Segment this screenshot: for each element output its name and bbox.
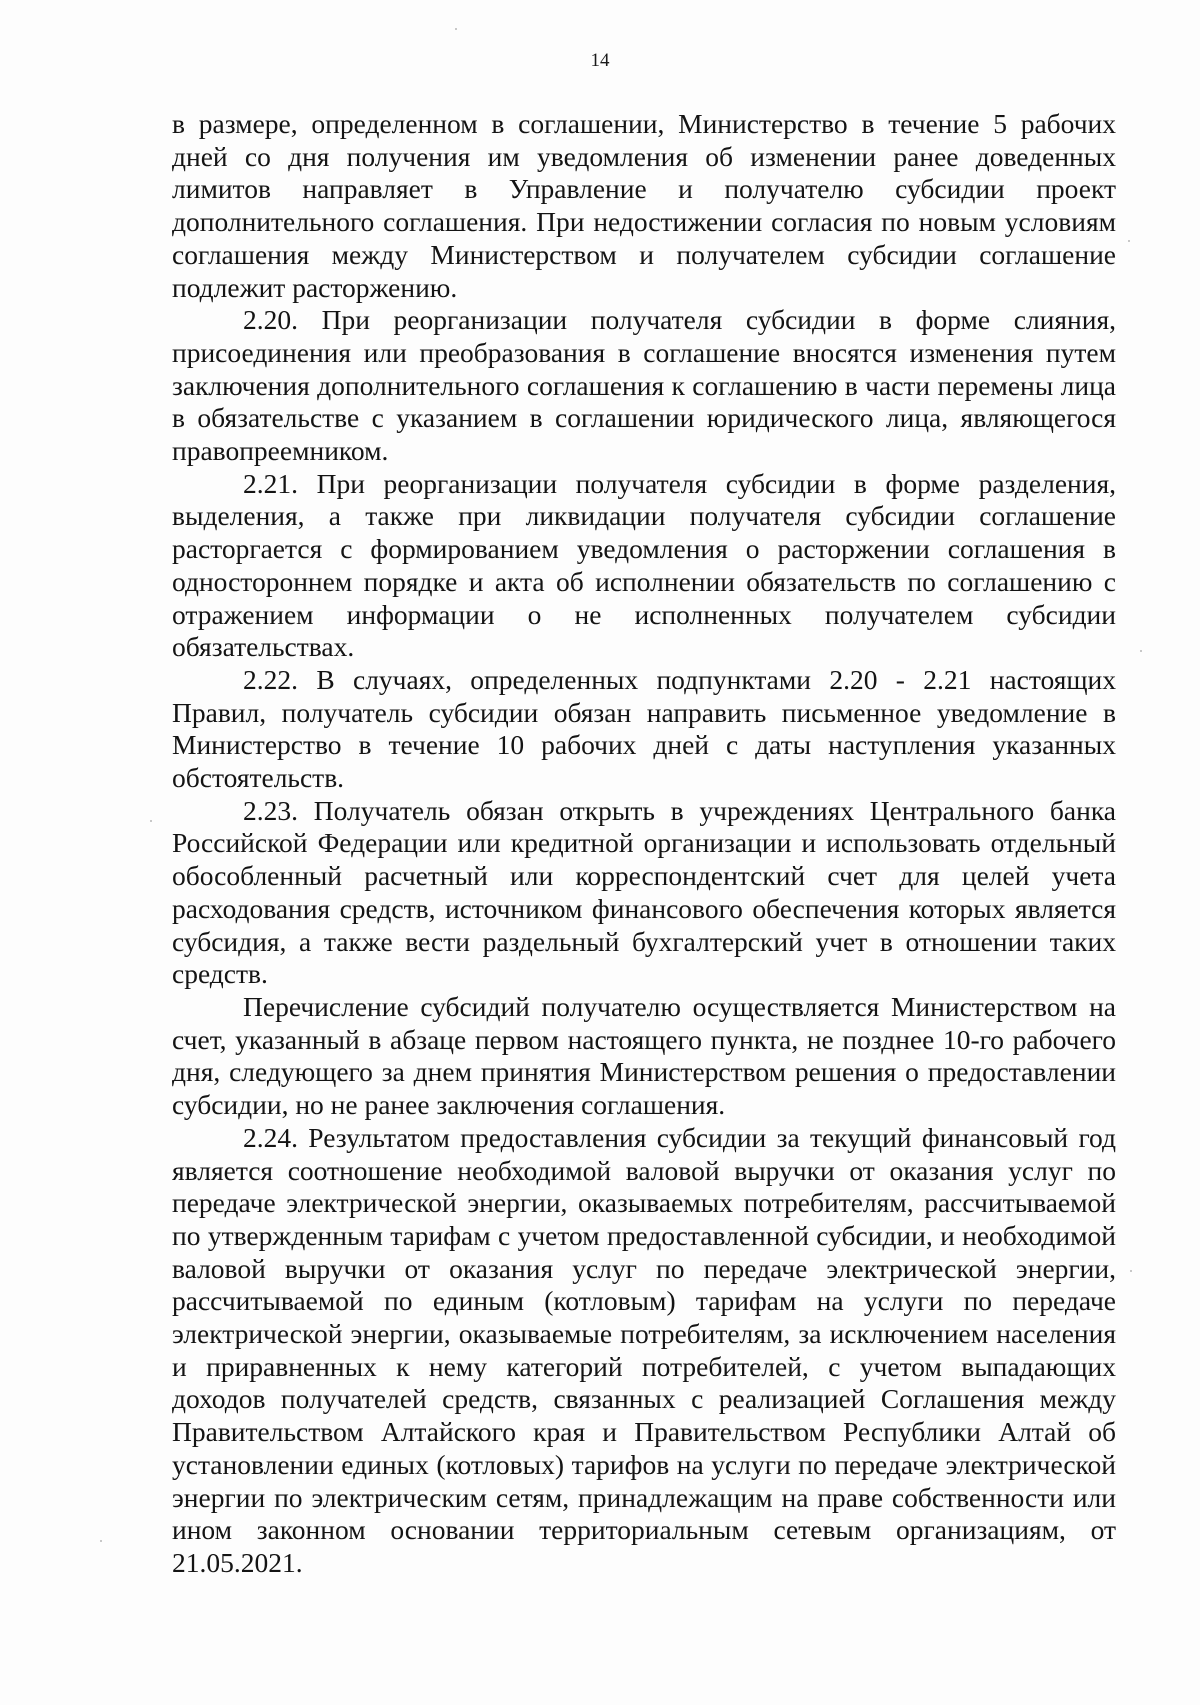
paragraph-2-22: 2.22. В случаях, определенных подпунктами 2.20 - 2.21 настоящих Правил, получатель субсидии обязан направить письменное уведомление в Министерство в течение 10 рабочих дней с даты наступления указанных обстоятельств.	[172, 663, 1116, 794]
document-body	[172, 108, 1116, 1580]
scan-speck	[455, 28, 457, 30]
scan-speck	[150, 820, 152, 822]
scan-speck	[100, 1540, 102, 1542]
paragraph-2-21: 2.21. При реорганизации получателя субсидии в форме разделения, выделения, а также при ликвидации получателя субсидии соглашение расторгается с формированием уведомления о расторжении соглашения в одностороннем порядке и акта об исполнении обязательств по соглашению с отражением информации о не исполненных получателем субсидии обязательствах.	[172, 467, 1116, 663]
scan-speck	[1128, 240, 1130, 242]
paragraph-continuation: в размере, определенном в соглашении, Министерство в течение 5 рабочих дней со дня получения им уведомления об изменении ранее доведенных лимитов направляет в Управление и получателю субсидии проект дополнительного соглашения. При недостижении согласия по новым условиям соглашения между Министерством и получателем субсидии соглашение подлежит расторжению.	[172, 108, 1116, 303]
paragraph-2-23-transfer: Перечисление субсидий получателю осуществляется Министерством на счет, указанный в абзаце первом настоящего пункта, не позднее 10-го рабочего дня, следующего за днем принятия Министерством решения о предоставлении субсидии, но не ранее заключения соглашения.	[172, 990, 1116, 1121]
scan-speck	[1140, 650, 1142, 652]
scan-speck	[1130, 1270, 1132, 1272]
paragraph-2-24: 2.24. Результатом предоставления субсидии за текущий финансовый год является соотношение необходимой валовой выручки от оказания услуг по передаче электрической энергии, оказываемых потребителям, рассчитываемой по утвержденным тарифам с учетом предоставленной субсидии, и необходимой валовой выручки от оказания услуг по передаче электрической энергии, рассчитываемой по единым (котловым) тарифам на услуги по передаче электрической энергии, оказываемые потребителям, за исключением населения и приравненных к нему категорий потребителей, с учетом выпадающих доходов получателей средств, связанных с реализацией Соглашения между Правительством Алтайского края и Правительством Республики Алтай об установлении единых (котловых) тарифов на услуги по передаче электрической энергии по электрическим сетям, принадлежащим на праве собственности или ином законном основании территориальным сетевым организациям, от 21.05.2021.	[172, 1121, 1116, 1578]
paragraph-2-20: 2.20. При реорганизации получателя субсидии в форме слияния, присоединения или преобразования в соглашение вносятся изменения путем заключения дополнительного соглашения к соглашению в части перемены лица в обязательстве с указанием в соглашении юридического лица, являющегося правопреемником.	[172, 304, 1116, 467]
paragraph-2-23: 2.23. Получатель обязан открыть в учреждениях Центрального банка Российской Федерации или кредитной организации и использовать отдельный обособленный расчетный или корреспондентский счет для целей учета расходования средств, источником финансового обеспечения которых является субсидия, а также вести раздельный бухгалтерский учет в отношении таких средств.	[172, 794, 1116, 990]
page-number: 14	[590, 50, 610, 71]
